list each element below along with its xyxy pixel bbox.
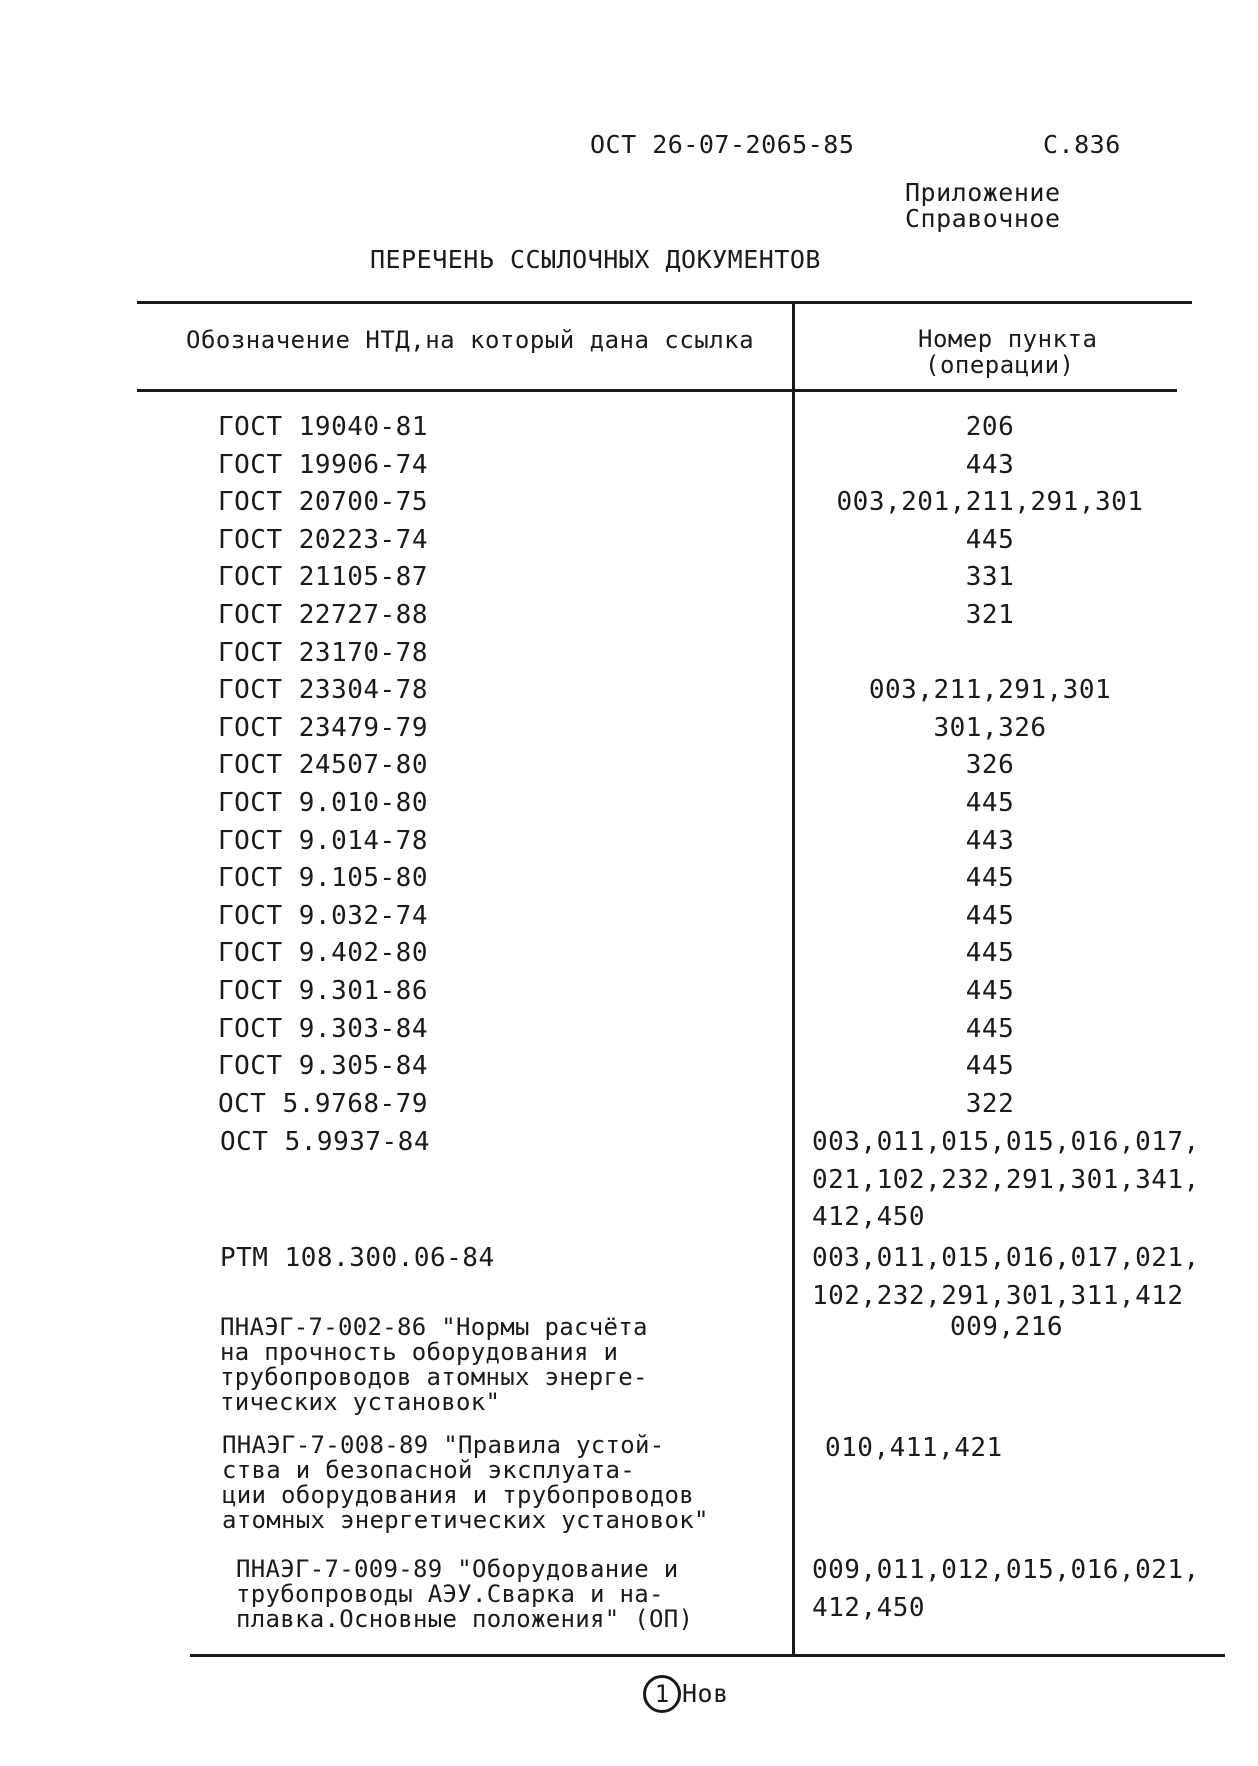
- table-row-items: 003,011,015,015,016,017, 021,102,232,291,301,341, 412,450: [812, 1127, 1200, 1232]
- table-row-items: 003,011,015,016,017,021, 102,232,291,301,311,412: [812, 1243, 1200, 1311]
- appendix-label: Приложение: [905, 178, 1061, 207]
- table-row-doc: ГОСТ 24507-80: [218, 750, 428, 781]
- table-row-doc: ГОСТ 9.014-78: [218, 825, 428, 856]
- column-header-operation: (операции): [925, 351, 1075, 379]
- table-row-items: 009,216: [950, 1312, 1064, 1342]
- table-row-items: 445: [965, 863, 1015, 894]
- table-row-doc: ГОСТ 23479-79: [218, 712, 428, 743]
- table-row-items: 445: [965, 1051, 1015, 1082]
- table-row-doc: ГОСТ 9.305-84: [218, 1051, 428, 1082]
- page-number: С.836: [1043, 130, 1121, 159]
- table-row-items: 443: [965, 449, 1015, 480]
- table-row-doc: ПНАЭГ-7-002-86 "Нормы расчёта на прочность оборудования и трубопроводов атомных энерге- тических установок": [220, 1313, 648, 1416]
- table-row-doc: ГОСТ 23304-78: [218, 675, 428, 706]
- table-row-doc: ОСТ 5.9937-84: [220, 1127, 430, 1157]
- table-row-items: 003,211,291,301: [868, 675, 1112, 706]
- table-row-items: 331: [965, 562, 1015, 593]
- table-row-items: 445: [965, 788, 1015, 818]
- standard-code: ОСТ 26-07-2065-85: [590, 130, 855, 159]
- table-row-doc: ПНАЭГ-7-008-89 "Правила устой- ства и безопасной эксплуата- ции оборудования и трубопроводов атомных энергетических установок": [222, 1431, 709, 1534]
- table-row-doc: ОСТ 5.9768-79: [218, 1088, 428, 1119]
- table-row-doc: РТМ 108.300.06-84: [220, 1243, 495, 1273]
- table-row-doc: ГОСТ 19040-81: [218, 412, 428, 442]
- change-number-circle: 1: [643, 1675, 681, 1713]
- table-row-doc: ГОСТ 9.010-80: [218, 788, 428, 818]
- column-header-item-number: Номер пункта: [918, 325, 1098, 353]
- table-row-doc: ГОСТ 9.032-74: [218, 900, 428, 931]
- document-title: ПЕРЕЧЕНЬ ССЫЛОЧНЫХ ДОКУМЕНТОВ: [370, 245, 821, 274]
- table-row-items: 443: [965, 825, 1015, 856]
- table-row-doc: ГОСТ 9.105-80: [218, 863, 428, 894]
- table-row-items: 445: [965, 900, 1015, 931]
- table-row-items: 445: [965, 1013, 1015, 1044]
- appendix-type: Справочное: [905, 204, 1061, 233]
- table-row-doc: ГОСТ 9.402-80: [218, 938, 428, 969]
- table-row-doc: ГОСТ 9.303-84: [218, 1013, 428, 1044]
- table-row-items: 322: [965, 1088, 1015, 1119]
- table-row-doc: ГОСТ 20700-75: [218, 487, 428, 518]
- table-top-rule: [137, 301, 1192, 304]
- table-row-items: 445: [965, 524, 1015, 555]
- table-row-items: 301,326: [933, 712, 1047, 743]
- table-row-items: 009,011,012,015,016,021, 412,450: [812, 1555, 1200, 1623]
- table-row-items: 445: [965, 938, 1015, 969]
- table-bottom-rule: [190, 1654, 1225, 1657]
- table-row-items: 010,411,421: [825, 1433, 1003, 1463]
- table-row-items: 206: [965, 412, 1015, 442]
- table-row-doc: ГОСТ 21105-87: [218, 562, 428, 593]
- change-label: Нов: [682, 1679, 729, 1708]
- table-row-items: 445: [965, 976, 1015, 1006]
- table-row-doc: ГОСТ 19906-74: [218, 449, 428, 480]
- table-row-doc: ПНАЭГ-7-009-89 "Оборудование и трубопроводы АЭУ.Сварка и на- плавка.Основные положения" (ОП): [236, 1555, 694, 1633]
- column-header-document: Обозначение НТД,на который дана ссылка: [186, 326, 755, 354]
- table-row-items: 003,201,211,291,301: [836, 487, 1144, 518]
- table-row-doc: ГОСТ 23170-78: [218, 637, 428, 668]
- table-row-items: 321: [965, 600, 1015, 630]
- table-header-rule: [137, 389, 1177, 392]
- table-row-items: 326: [965, 750, 1015, 781]
- table-row-doc: ГОСТ 20223-74: [218, 524, 428, 555]
- table-row-doc: ГОСТ 9.301-86: [218, 976, 428, 1006]
- table-row-doc: ГОСТ 22727-88: [218, 600, 428, 630]
